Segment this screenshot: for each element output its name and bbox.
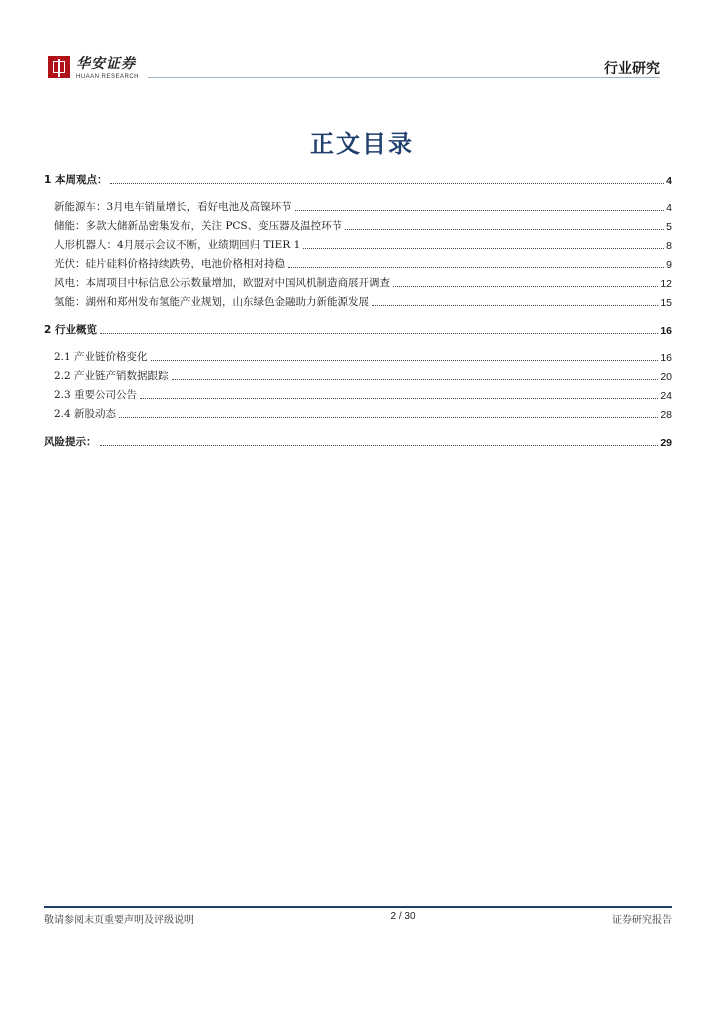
footer-disclaimer: 敬请参阅末页重要声明及评级说明 — [44, 914, 194, 926]
brand-name-cn: 华安证券 — [76, 56, 136, 72]
toc-entry-title: 2 行业概览 — [44, 324, 97, 336]
toc-leader — [119, 417, 658, 418]
page-footer — [44, 906, 672, 926]
toc-leader — [288, 267, 664, 268]
page-number: 2 / 30 — [390, 910, 416, 922]
page-title: 正文目录 — [310, 130, 414, 158]
toc-entry[interactable] — [44, 345, 672, 364]
toc-entry[interactable] — [44, 364, 672, 383]
toc-entry[interactable] — [44, 214, 672, 233]
brand-name-en: HUAAN RESEARCH — [76, 74, 140, 80]
toc-entry-page: 12 — [660, 278, 672, 290]
toc-entry-page: 28 — [660, 409, 672, 421]
toc-entry-title: 新能源车：3月电车销量增长，看好电池及高镍环节 — [54, 201, 292, 213]
toc-leader — [372, 305, 658, 306]
toc-leader — [140, 398, 658, 399]
toc-entry[interactable] — [44, 290, 672, 309]
toc-entry-title: 人形机器人：4月展示会议不断，业绩期回归 TIER 1 — [54, 239, 301, 251]
toc-entry-risk[interactable] — [44, 431, 672, 449]
toc-entry[interactable] — [44, 271, 672, 290]
toc-entry-title: 2.4 新股动态 — [54, 408, 117, 420]
toc-entry-page: 20 — [660, 371, 672, 383]
table-of-contents — [44, 169, 672, 449]
toc-entry-page: 5 — [666, 221, 672, 233]
toc-entry-title: 1 本周观点： — [44, 174, 108, 186]
toc-entry-title: 2.3 重要公司公告 — [54, 389, 138, 401]
toc-entry[interactable] — [44, 383, 672, 402]
toc-leader — [172, 379, 659, 380]
section-tag: 行业研究 — [604, 61, 660, 77]
toc-entry-page: 4 — [666, 202, 672, 214]
toc-entry[interactable] — [44, 252, 672, 271]
seal-icon — [48, 56, 70, 78]
toc-leader — [295, 210, 664, 211]
footer-report-type: 证券研究报告 — [612, 914, 672, 926]
toc-entry-title: 光伏：硅片硅料价格持续跌势，电池价格相对持稳 — [54, 258, 285, 270]
toc-entry-title: 2.2 产业链产销数据跟踪 — [54, 370, 169, 382]
toc-entry-title: 储能：多款大储新品密集发布，关注 PCS、变压器及温控环节 — [54, 220, 343, 232]
toc-leader — [393, 286, 658, 287]
toc-entry-title: 风险提示： — [44, 436, 97, 448]
toc-entry[interactable] — [44, 402, 672, 421]
brand-logo — [48, 56, 139, 80]
footer-divider — [44, 906, 672, 908]
toc-leader — [100, 445, 659, 446]
toc-leader — [100, 333, 658, 334]
toc-entry[interactable] — [44, 233, 672, 252]
toc-entry-page: 24 — [660, 390, 672, 402]
toc-leader — [303, 248, 664, 249]
toc-leader — [345, 229, 664, 230]
toc-entry[interactable] — [44, 195, 672, 214]
toc-entry-page: 16 — [660, 352, 672, 364]
toc-entry-page: 9 — [666, 259, 672, 271]
header-divider — [148, 77, 660, 78]
toc-leader — [151, 360, 659, 361]
toc-entry-page: 16 — [660, 325, 672, 337]
toc-entry-title: 风电：本周项目中标信息公示数量增加，欧盟对中国风机制造商展开调查 — [54, 277, 390, 289]
toc-entry-page: 15 — [660, 297, 672, 309]
toc-entry-title: 2.1 产业链价格变化 — [54, 351, 148, 363]
page-header — [48, 56, 660, 92]
toc-entry-title: 氢能：湖州和郑州发布氢能产业规划，山东绿色金融助力新能源发展 — [54, 296, 369, 308]
toc-entry-section-2[interactable] — [44, 319, 672, 337]
toc-leader — [110, 183, 664, 184]
toc-entry-page: 4 — [666, 175, 672, 187]
toc-entry-page: 29 — [660, 437, 672, 449]
toc-entry-section-1[interactable] — [44, 169, 672, 187]
toc-entry-page: 8 — [666, 240, 672, 252]
